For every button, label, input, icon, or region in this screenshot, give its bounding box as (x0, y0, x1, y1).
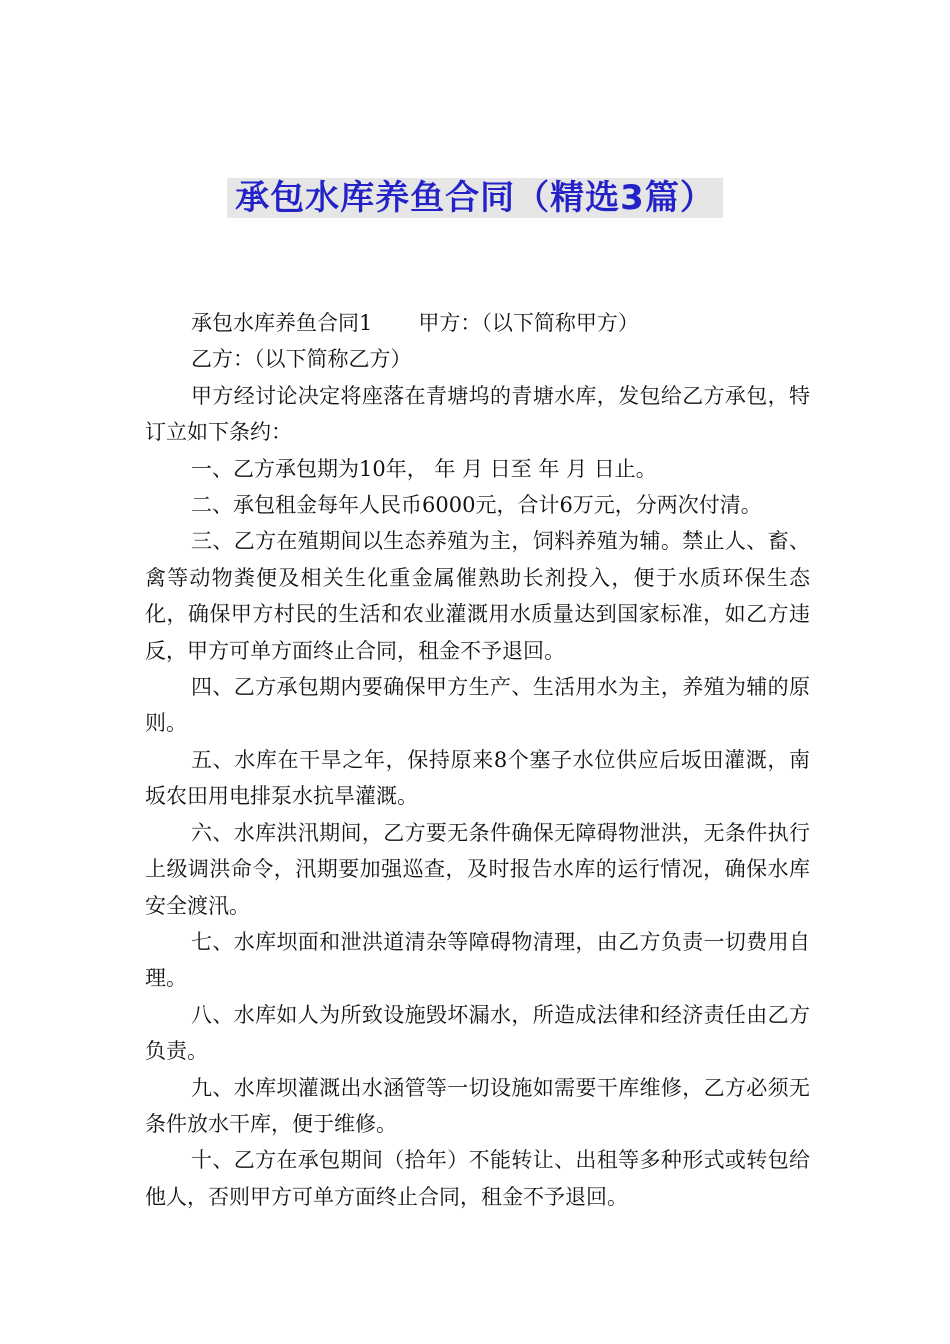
document-title: 承包水库养鱼合同（精选3篇） (227, 178, 723, 218)
paragraph: 四、乙方承包期内要确保甲方生产、生活用水为主，养殖为辅的原则。 (145, 675, 810, 736)
title-container (0, 178, 950, 218)
contract-name: 承包水库养鱼合同1 (191, 311, 373, 335)
paragraph: 十、乙方在承包期间（拾年）不能转让、出租等多种形式或转包给他人，否则甲方可单方面终止合同，租金不予退回。 (145, 1148, 810, 1209)
paragraph: 六、水库洪汛期间，乙方要无条件确保无障碍物泄洪，无条件执行上级调洪命令，汛期要加强巡查，及时报告水库的运行情况，确保水库安全渡汛。 (145, 820, 810, 918)
paragraph: 乙方：（以下简称乙方） (191, 347, 412, 372)
document-body (145, 305, 810, 1215)
paragraph: 九、水库坝灌溉出水涵管等一切设施如需要干库维修，乙方必须无条件放水干库，便于维修。 (145, 1075, 810, 1136)
paragraph: 七、水库坝面和泄洪道清杂等障碍物清理，由乙方负责一切费用自理。 (145, 929, 810, 991)
paragraph: 三、乙方在殖期间以生态养殖为主，饲料养殖为辅。禁止人、畜、禽等动物粪便及相关生化重金属催熟助长剂投入，便于水质环保生态化，确保甲方村民的生活和农业灌溉用水质量达到国家标准，如乙方违反，甲方可单方面终止合同，租金不予退回。 (145, 529, 810, 663)
paragraph: 一、乙方承包期为10年， 年 月 日至 年 月 日止。 (191, 456, 657, 481)
paragraph: 八、水库如人为所致设施毁坏漏水，所造成法律和经济责任由乙方负责。 (145, 1002, 810, 1064)
paragraph: 二、承包租金每年人民币6000元，合计6万元，分两次付清。 (191, 493, 762, 518)
paragraph: 五、水库在干旱之年，保持原来8个塞子水位供应后坂田灌溉，南坂农田用电排泵水抗旱灌溉。 (145, 747, 810, 809)
intro-paragraph (145, 305, 810, 341)
party-a-line: 甲方：（以下简称甲方） (418, 311, 639, 335)
paragraph: 甲方经讨论决定将座落在青塘坞的青塘水库，发包给乙方承包，特订立如下条约： (145, 383, 810, 445)
